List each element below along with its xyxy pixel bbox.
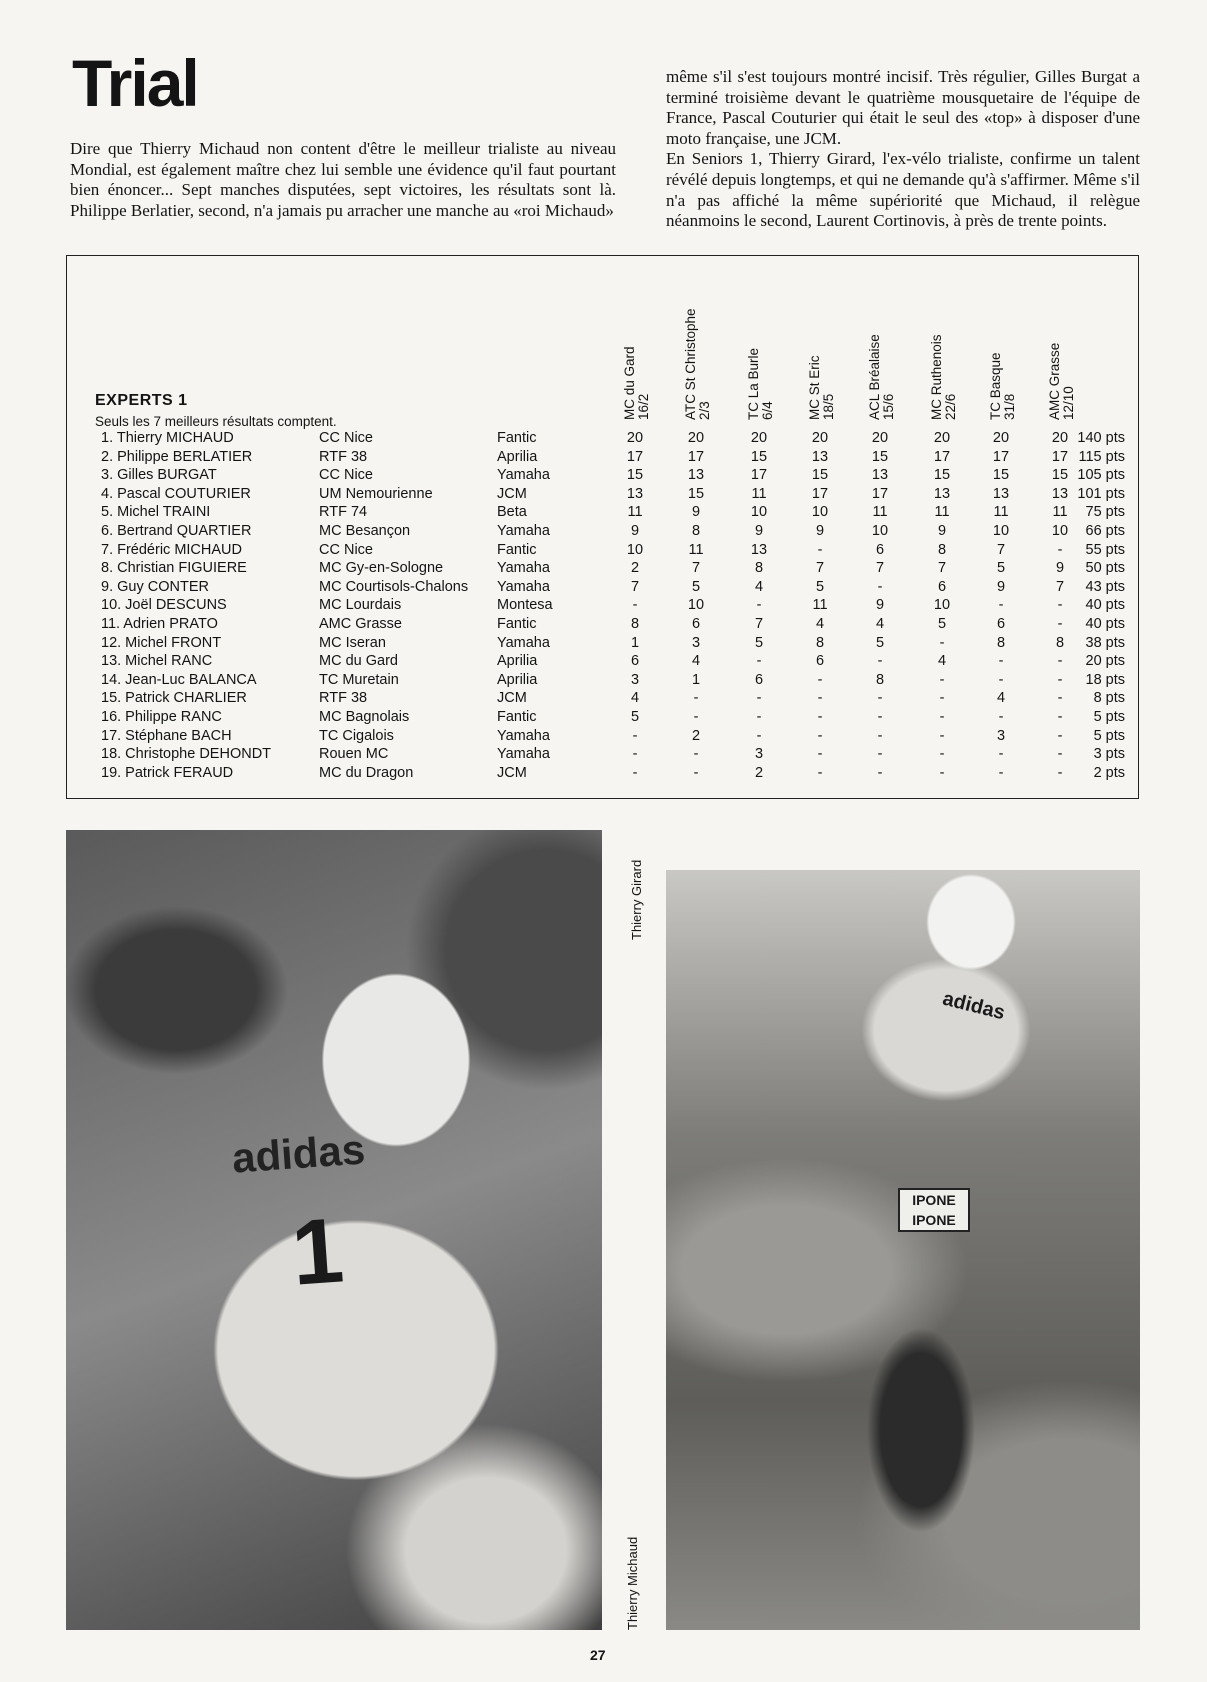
rider-club: UM Nemourienne — [319, 485, 433, 502]
rider-name: 19. Patrick FERAUD — [101, 764, 234, 781]
rider-score: - — [1057, 690, 1063, 707]
rider-score: 5 — [815, 578, 825, 595]
rider-name: 4. Pascal COUTURIER — [101, 485, 251, 502]
rider-score: 10 — [750, 504, 768, 521]
rider-total: 140 pts — [1077, 430, 1125, 446]
rider-score: 5 — [937, 615, 947, 632]
rider-total: 2 pts — [1093, 764, 1125, 781]
rider-score: 1 — [630, 634, 640, 651]
rider-bike: JCM — [497, 690, 527, 707]
event-date: 2/3 — [697, 401, 712, 420]
rider-score: - — [1057, 746, 1063, 763]
rider-score: 10 — [992, 522, 1010, 539]
number-plate — [898, 1188, 970, 1232]
rider-score: 10 — [871, 522, 889, 539]
article-paragraph: Dire que Thierry Michaud non content d'être le meilleur trialiste au niveau Mondial, est également maître chez lui semble une évidence qu'il faut pourtant bien énoncer... Sept manches disputées, sept victoires, les résultats sont là. Philippe Berlatier, second, n'a jamais pu arracher une manche au «roi Michaud» — [70, 139, 616, 220]
rider-club: MC Besançon — [319, 522, 411, 539]
rider-score: - — [877, 746, 883, 763]
rider-total: 50 pts — [1085, 560, 1125, 577]
rider-score: 8 — [937, 541, 947, 558]
rider-bike: Fantic — [497, 430, 537, 446]
rider-total: 101 pts — [1077, 485, 1125, 502]
rider-score: 4 — [875, 615, 885, 632]
rider-club: MC du Dragon — [319, 764, 414, 781]
event-header — [867, 270, 896, 420]
rider-name: 8. Christian FIGUIERE — [101, 560, 247, 577]
event-date: 22/6 — [943, 393, 958, 420]
rider-score: 2 — [691, 727, 701, 744]
rider-score: 13 — [811, 448, 829, 465]
rider-score: - — [939, 671, 945, 688]
shirt-brand-text: adidas — [230, 1125, 367, 1182]
rider-score: 13 — [750, 541, 768, 558]
table-row — [67, 542, 1138, 561]
rider-club: CC Nice — [319, 467, 373, 484]
table-row — [67, 523, 1138, 542]
rider-score: - — [877, 708, 883, 725]
rider-score: 7 — [691, 560, 701, 577]
rider-score: 20 — [933, 430, 951, 446]
event-date: 6/4 — [760, 401, 775, 420]
plate-text: IPONE — [912, 1192, 956, 1208]
event-name: TC La Burle — [746, 347, 761, 420]
rider-score: - — [632, 727, 638, 744]
rider-score: 7 — [996, 541, 1006, 558]
rider-bike: Fantic — [497, 615, 537, 632]
event-name: ATC St Christophe — [683, 308, 698, 420]
rider-total: 40 pts — [1085, 597, 1125, 614]
rider-score: - — [1057, 671, 1063, 688]
table-row — [67, 765, 1138, 784]
rider-score: - — [817, 764, 823, 781]
rider-score: - — [756, 653, 762, 670]
rider-score: 10 — [626, 541, 644, 558]
rider-score: 10 — [933, 597, 951, 614]
rider-score: - — [877, 727, 883, 744]
rider-score: - — [877, 653, 883, 670]
rider-club: CC Nice — [319, 430, 373, 446]
rider-score: - — [817, 541, 823, 558]
rider-club: AMC Grasse — [319, 615, 402, 632]
rider-score: - — [693, 764, 699, 781]
photo-credit-michaud: Thierry Michaud — [625, 1536, 640, 1630]
event-date: 16/2 — [636, 393, 651, 420]
rider-score: - — [693, 708, 699, 725]
rider-score: - — [756, 727, 762, 744]
rider-score: 15 — [992, 467, 1010, 484]
event-header — [929, 270, 958, 420]
rider-score: 4 — [937, 653, 947, 670]
rider-score: 6 — [630, 653, 640, 670]
rider-score: 20 — [811, 430, 829, 446]
rider-bike: Fantic — [497, 708, 537, 725]
plate-text: IPONE — [912, 1212, 956, 1228]
rider-score: 6 — [937, 578, 947, 595]
rider-bike: Fantic — [497, 541, 537, 558]
rider-score: 13 — [992, 485, 1010, 502]
rider-total: 105 pts — [1077, 467, 1125, 484]
rider-total: 43 pts — [1085, 578, 1125, 595]
rider-score: 15 — [687, 485, 705, 502]
rider-club: MC Lourdais — [319, 597, 402, 614]
rider-score: 3 — [754, 746, 764, 763]
rider-score: 15 — [626, 467, 644, 484]
rider-score: 7 — [937, 560, 947, 577]
rider-score: 10 — [811, 504, 829, 521]
rider-score: 6 — [875, 541, 885, 558]
rider-score: - — [817, 727, 823, 744]
rider-score: - — [693, 690, 699, 707]
table-row — [67, 672, 1138, 691]
rider-name: 1. Thierry MICHAUD — [101, 430, 234, 446]
results-note: Seuls les 7 meilleurs résultats comptent. — [95, 414, 337, 429]
rider-score: 20 — [992, 430, 1010, 446]
event-header — [807, 270, 836, 420]
rider-score: - — [1057, 764, 1063, 781]
rider-score: 13 — [871, 467, 889, 484]
rider-score: 2 — [754, 764, 764, 781]
rider-score: 13 — [687, 467, 705, 484]
rider-score: 6 — [996, 615, 1006, 632]
rider-score: 9 — [875, 597, 885, 614]
event-header — [622, 270, 651, 420]
rider-name: 15. Patrick CHARLIER — [101, 690, 247, 707]
rider-score: - — [1057, 708, 1063, 725]
rider-score: 9 — [996, 578, 1006, 595]
rider-score: 17 — [750, 467, 768, 484]
rider-score: 6 — [691, 615, 701, 632]
rider-score: 4 — [996, 690, 1006, 707]
results-rows — [67, 430, 1138, 783]
rider-score: 9 — [815, 522, 825, 539]
rider-score: - — [939, 690, 945, 707]
rider-score: 10 — [687, 597, 705, 614]
rider-score: 8 — [691, 522, 701, 539]
rider-name: 18. Christophe DEHONDT — [101, 746, 272, 763]
event-name: TC Basque — [988, 352, 1003, 420]
rider-score: 11 — [688, 541, 704, 558]
rider-score: 20 — [871, 430, 889, 446]
rider-total: 38 pts — [1085, 634, 1125, 651]
rider-bike: Yamaha — [497, 522, 550, 539]
rider-score: 17 — [687, 448, 705, 465]
rider-score: 4 — [691, 653, 701, 670]
event-date: 15/6 — [881, 393, 896, 420]
rider-total: 20 pts — [1085, 653, 1125, 670]
table-row — [67, 467, 1138, 486]
event-date: 12/10 — [1061, 386, 1076, 420]
rider-total: 18 pts — [1085, 671, 1125, 688]
rider-score: 20 — [626, 430, 644, 446]
rider-score: 1 — [691, 671, 701, 688]
rider-score: 17 — [626, 448, 644, 465]
rider-score: 17 — [1051, 448, 1069, 465]
event-name: MC Ruthenois — [929, 334, 944, 420]
event-name: MC St Eric — [807, 355, 822, 420]
results-table — [66, 255, 1139, 799]
rider-score: - — [817, 690, 823, 707]
rider-total: 40 pts — [1085, 615, 1125, 632]
rider-score: 2 — [630, 560, 640, 577]
rider-score: 10 — [1051, 522, 1069, 539]
table-row — [67, 504, 1138, 523]
rider-total: 66 pts — [1085, 522, 1125, 539]
rider-score: 17 — [811, 485, 829, 502]
article-paragraph: même s'il s'est toujours montré incisif. Très régulier, Gilles Burgat a terminé troisième devant le quatrième mousquetaire de l'équipe de France, Pascal Couturier qui était le seul des «top» à disposer d'une moto française, une JCM. — [666, 67, 1140, 148]
rider-name: 10. Joël DESCUNS — [101, 597, 227, 614]
rider-score: 11 — [993, 504, 1009, 521]
event-name: ACL Bréalaise — [867, 334, 882, 420]
rider-bike: Montesa — [497, 597, 553, 614]
rider-score: 9 — [937, 522, 947, 539]
rider-bike: Aprilia — [497, 671, 538, 688]
table-row — [67, 690, 1138, 709]
rider-name: 9. Guy CONTER — [101, 578, 209, 595]
rider-score: 15 — [1051, 467, 1069, 484]
rider-score: 9 — [1055, 560, 1065, 577]
rider-club: MC Bagnolais — [319, 708, 410, 725]
rider-score: 17 — [933, 448, 951, 465]
rider-score: 15 — [871, 448, 889, 465]
rider-score: 11 — [1052, 504, 1068, 521]
table-row — [67, 635, 1138, 654]
rider-score: - — [877, 764, 883, 781]
table-row — [67, 560, 1138, 579]
rider-score: - — [817, 671, 823, 688]
rider-score: 3 — [996, 727, 1006, 744]
rider-score: 8 — [1055, 634, 1065, 651]
results-section-title: EXPERTS 1 — [95, 392, 188, 409]
rider-score: 15 — [811, 467, 829, 484]
table-row — [67, 579, 1138, 598]
rider-score: 6 — [754, 671, 764, 688]
rider-club: TC Muretain — [319, 671, 399, 688]
rider-club: RTF 38 — [319, 690, 368, 707]
rider-name: 12. Michel FRONT — [101, 634, 222, 651]
event-name: AMC Grasse — [1047, 342, 1062, 420]
rider-name: 6. Bertrand QUARTIER — [101, 522, 252, 539]
article-column-right — [666, 67, 1140, 232]
rider-score: - — [632, 597, 638, 614]
rider-score: - — [632, 764, 638, 781]
rider-score: - — [1057, 541, 1063, 558]
rider-score: - — [1057, 653, 1063, 670]
rider-score: - — [998, 764, 1004, 781]
rider-score: - — [998, 746, 1004, 763]
rider-club: RTF 38 — [319, 448, 368, 465]
rider-score: - — [939, 727, 945, 744]
rider-total: 3 pts — [1093, 746, 1125, 763]
page-title: Trial — [72, 46, 198, 120]
rider-score: - — [817, 708, 823, 725]
table-row — [67, 430, 1138, 449]
rider-score: 7 — [875, 560, 885, 577]
rider-score: 5 — [875, 634, 885, 651]
rider-name: 7. Frédéric MICHAUD — [101, 541, 242, 558]
event-header — [746, 270, 775, 420]
table-row — [67, 709, 1138, 728]
rider-score: 13 — [626, 485, 644, 502]
rider-score: 11 — [751, 485, 767, 502]
rider-name: 13. Michel RANC — [101, 653, 213, 670]
rider-score: - — [939, 746, 945, 763]
rider-club: MC du Gard — [319, 653, 398, 670]
rider-score: - — [632, 746, 638, 763]
event-date: 31/8 — [1002, 393, 1017, 420]
rider-name: 5. Michel TRAINI — [101, 504, 211, 521]
rider-score: - — [756, 690, 762, 707]
rider-score: 8 — [815, 634, 825, 651]
event-header — [988, 270, 1017, 420]
rider-score: 8 — [630, 615, 640, 632]
rider-score: 7 — [1055, 578, 1065, 595]
rider-score: 15 — [933, 467, 951, 484]
rider-score: 5 — [630, 708, 640, 725]
rider-total: 5 pts — [1093, 727, 1125, 744]
rider-score: - — [817, 746, 823, 763]
rider-score: 7 — [754, 615, 764, 632]
rider-score: - — [1057, 597, 1063, 614]
table-row — [67, 486, 1138, 505]
rider-score: 4 — [815, 615, 825, 632]
rider-score: 7 — [815, 560, 825, 577]
rider-total: 8 pts — [1093, 690, 1125, 707]
rider-score: 11 — [627, 504, 643, 521]
rider-score: - — [1057, 727, 1063, 744]
rider-score: - — [756, 597, 762, 614]
rider-score: 4 — [630, 690, 640, 707]
rider-club: RTF 74 — [319, 504, 368, 521]
article-paragraph: En Seniors 1, Thierry Girard, l'ex-vélo trialiste, confirme un talent révélé depuis longtemps, et qui ne demande qu'à s'affirmer. Même s'il n'a pas affiché la même supériorité que Michaud, il relègue néanmoins le second, Laurent Cortinovis, à près de trente points. — [666, 149, 1140, 231]
rider-score: 8 — [996, 634, 1006, 651]
rider-score: 15 — [750, 448, 768, 465]
rider-name: 17. Stéphane BACH — [101, 727, 232, 744]
rider-score: - — [693, 746, 699, 763]
shirt-number-text: 1 — [288, 1199, 347, 1305]
rider-total: 75 pts — [1085, 504, 1125, 521]
rider-bike: Yamaha — [497, 634, 550, 651]
table-row — [67, 597, 1138, 616]
rider-club: MC Gy-en-Sologne — [319, 560, 444, 577]
rider-score: 8 — [875, 671, 885, 688]
rider-club: Rouen MC — [319, 746, 389, 763]
rider-bike: Beta — [497, 504, 527, 521]
rider-bike: Aprilia — [497, 448, 538, 465]
rider-score: - — [939, 708, 945, 725]
rider-score: 3 — [691, 634, 701, 651]
rider-score: 7 — [630, 578, 640, 595]
rider-score: 11 — [812, 597, 828, 614]
table-row — [67, 616, 1138, 635]
rider-score: - — [939, 634, 945, 651]
photo-thierry-michaud — [66, 830, 602, 1630]
event-header — [1047, 270, 1076, 420]
rider-score: 17 — [992, 448, 1010, 465]
rider-score: 3 — [630, 671, 640, 688]
rider-score: - — [756, 708, 762, 725]
rider-bike: Yamaha — [497, 467, 550, 484]
rider-score: 8 — [754, 560, 764, 577]
rider-total: 115 pts — [1078, 448, 1125, 465]
rider-score: - — [1057, 615, 1063, 632]
photo-thierry-girard — [666, 870, 1140, 1630]
rider-bike: Yamaha — [497, 578, 550, 595]
rider-total: 5 pts — [1093, 708, 1125, 725]
rider-score: 9 — [691, 504, 701, 521]
table-row — [67, 449, 1138, 468]
rider-score: - — [998, 597, 1004, 614]
event-date: 18/5 — [821, 393, 836, 420]
rider-score: 13 — [933, 485, 951, 502]
rider-score: - — [877, 690, 883, 707]
table-row — [67, 746, 1138, 765]
rider-score: 9 — [630, 522, 640, 539]
rider-score: 5 — [996, 560, 1006, 577]
rider-bike: JCM — [497, 485, 527, 502]
rider-club: CC Nice — [319, 541, 373, 558]
photo-credit-girard: Thierry Girard — [629, 859, 644, 940]
rider-score: 13 — [1051, 485, 1069, 502]
rider-name: 14. Jean-Luc BALANCA — [101, 671, 257, 688]
rider-score: 20 — [750, 430, 768, 446]
rider-score: - — [998, 653, 1004, 670]
article-column-left — [70, 139, 616, 221]
table-row — [67, 653, 1138, 672]
rider-bike: Yamaha — [497, 560, 550, 577]
rider-name: 2. Philippe BERLATIER — [101, 448, 253, 465]
rider-name: 11. Adrien PRATO — [101, 615, 218, 632]
rider-score: 20 — [687, 430, 705, 446]
rider-bike: Aprilia — [497, 653, 538, 670]
rider-score: 5 — [754, 634, 764, 651]
rider-score: 20 — [1051, 430, 1069, 446]
table-row — [67, 728, 1138, 747]
page-number: 27 — [590, 1647, 606, 1663]
rider-club: MC Courtisols-Chalons — [319, 578, 469, 595]
rider-total: 55 pts — [1085, 541, 1125, 558]
rider-bike: JCM — [497, 764, 527, 781]
rider-score: 9 — [754, 522, 764, 539]
rider-score: - — [998, 708, 1004, 725]
event-header — [683, 270, 712, 420]
rider-score: 5 — [691, 578, 701, 595]
rider-name: 16. Philippe RANC — [101, 708, 222, 725]
rider-score: - — [939, 764, 945, 781]
rider-score: - — [877, 578, 883, 595]
rider-score: 11 — [872, 504, 888, 521]
rider-score: - — [998, 671, 1004, 688]
rider-score: 17 — [871, 485, 889, 502]
rider-club: TC Cigalois — [319, 727, 394, 744]
rider-club: MC Iseran — [319, 634, 386, 651]
rider-score: 11 — [934, 504, 950, 521]
event-name: MC du Gard — [622, 346, 637, 420]
rider-score: 4 — [754, 578, 764, 595]
rider-bike: Yamaha — [497, 727, 550, 744]
rider-bike: Yamaha — [497, 746, 550, 763]
shirt-brand-text: adidas — [940, 987, 1008, 1025]
rider-score: 6 — [815, 653, 825, 670]
rider-name: 3. Gilles BURGAT — [101, 467, 217, 484]
